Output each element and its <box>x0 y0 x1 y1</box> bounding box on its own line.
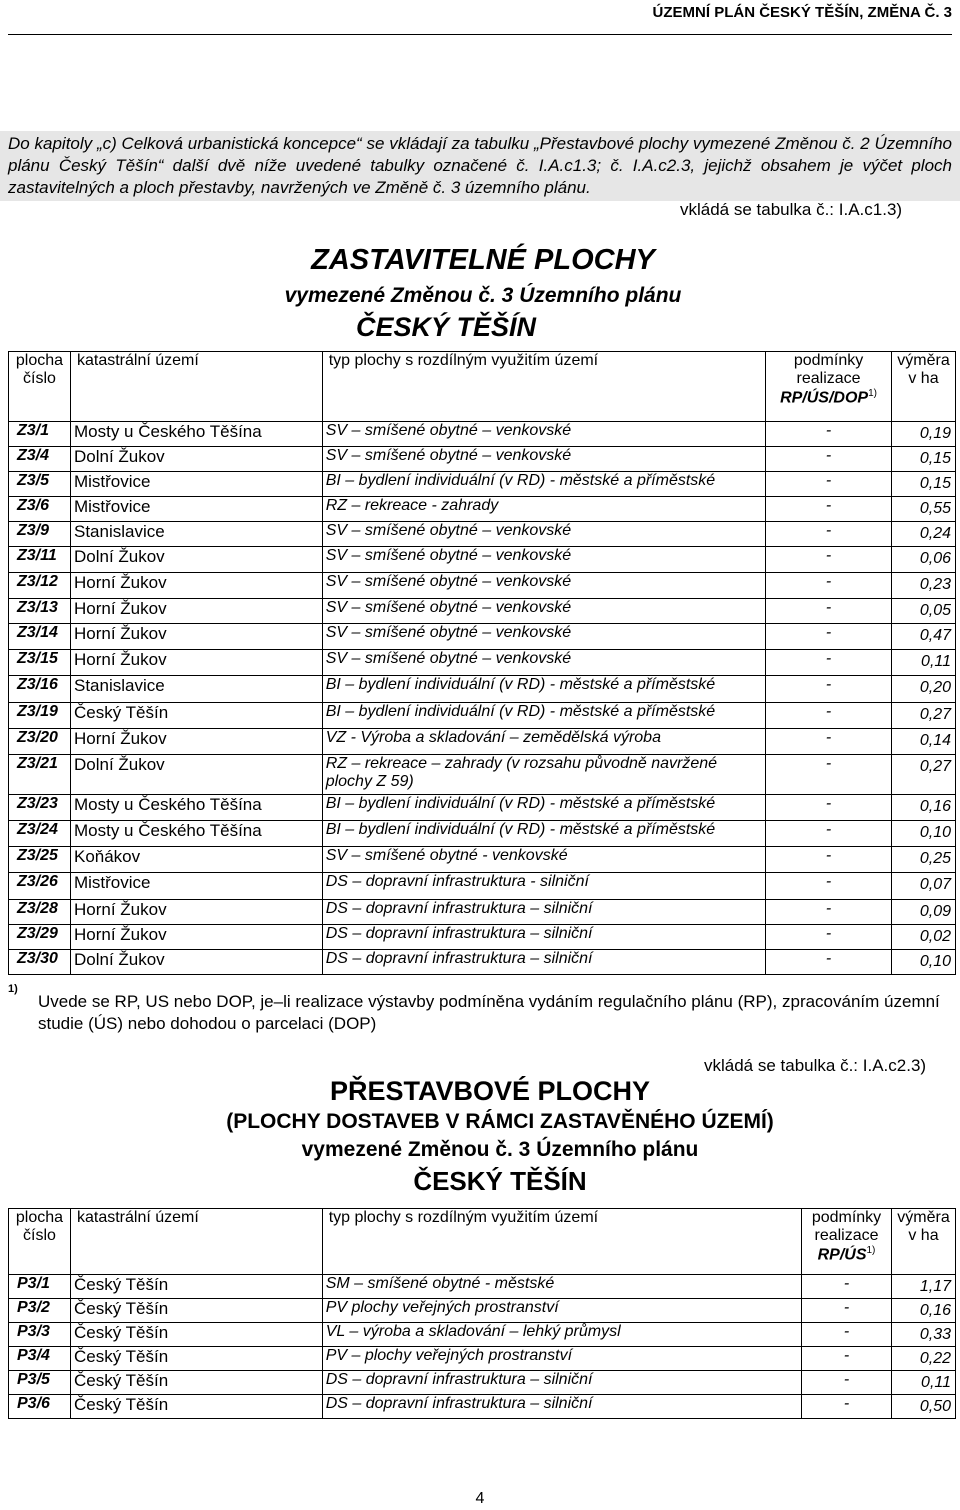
podminky-realizace: - <box>802 1323 892 1347</box>
katastralni-uzemi: Stanislavice <box>70 522 322 547</box>
plocha-code: P3/2 <box>9 1299 71 1323</box>
katastralni-uzemi: Český Těšín <box>70 1299 322 1323</box>
table-row <box>9 599 956 624</box>
podminky-realizace: - <box>766 729 892 755</box>
table-row <box>9 547 956 573</box>
table2-city: ČESKÝ TĚŠÍN <box>413 1166 587 1196</box>
typ-plochy: SV – smíšené obytné – venkovské <box>322 447 765 472</box>
vymera: 0,11 <box>891 1371 955 1395</box>
podminky-realizace: - <box>766 472 892 497</box>
footnote <box>8 978 958 1035</box>
footnote-text: Uvede se RP, US nebo DOP, je–li realizace výstavby podmíněna vydáním regulačního plánu (RP), zpracováním územní studie (ÚS) nebo dohodou o parcelaci (DOP) <box>38 991 940 1033</box>
katastralni-uzemi: Horní Žukov <box>70 900 322 925</box>
podminky-realizace: - <box>766 497 892 522</box>
typ-plochy: PV plochy veřejných prostranství <box>322 1299 801 1323</box>
table2-insert-note: vkládá se tabulka č.: I.A.c2.3) <box>704 1056 927 1075</box>
katastralni-uzemi: Český Těšín <box>70 1275 322 1299</box>
table-row <box>9 447 956 472</box>
typ-plochy: SV – smíšené obytné – venkovské <box>322 522 765 547</box>
table1-insert-note: vkládá se tabulka č.: I.A.c1.3) <box>680 200 903 219</box>
typ-plochy: PV – plochy veřejných prostranství <box>322 1347 801 1371</box>
intro-paragraph <box>0 131 960 201</box>
podminky-realizace: - <box>802 1347 892 1371</box>
katastralni-uzemi: Horní Žukov <box>70 573 322 599</box>
podminky-realizace: - <box>766 650 892 676</box>
podminky-realizace: - <box>766 795 892 821</box>
plocha-code: Z3/20 <box>9 729 71 755</box>
podminky-realizace: - <box>766 847 892 873</box>
plocha-code: Z3/26 <box>9 873 71 900</box>
podminky-realizace: - <box>766 873 892 900</box>
katastralni-uzemi: Český Těšín <box>70 1323 322 1347</box>
typ-plochy: DS – dopravní infrastruktura – silniční <box>322 950 765 975</box>
plocha-code: Z3/4 <box>9 447 71 472</box>
katastralni-uzemi: Dolní Žukov <box>70 755 322 795</box>
vymera: 0,14 <box>891 729 955 755</box>
podminky-realizace: - <box>766 925 892 950</box>
table-row <box>9 1371 956 1395</box>
vymera: 0,24 <box>891 522 955 547</box>
podminky-realizace: - <box>802 1275 892 1299</box>
katastralni-uzemi: Český Těšín <box>70 703 322 729</box>
header-typ: typ plochy s rozdílným využitím území <box>322 1209 801 1275</box>
plocha-code: Z3/19 <box>9 703 71 729</box>
table-row <box>9 1323 956 1347</box>
plocha-code: Z3/13 <box>9 599 71 624</box>
table-row <box>9 497 956 522</box>
plocha-code: Z3/11 <box>9 547 71 573</box>
katastralni-uzemi: Český Těšín <box>70 1371 322 1395</box>
katastralni-uzemi: Mistřovice <box>70 873 322 900</box>
podminky-realizace: - <box>766 624 892 650</box>
header-katastr: katastrální území <box>70 352 322 422</box>
table-row <box>9 422 956 447</box>
podminky-realizace: - <box>766 755 892 795</box>
vymera: 0,06 <box>891 547 955 573</box>
table-row <box>9 1347 956 1371</box>
header-vymera: výměra v ha <box>891 1209 955 1275</box>
vymera: 0,10 <box>891 950 955 975</box>
header-katastr: katastrální území <box>70 1209 322 1275</box>
vymera: 0,15 <box>891 447 955 472</box>
header-podminky: podmínky realizace RP/ÚS/DOP$^{1)}$ <box>766 352 892 422</box>
vymera: 0,16 <box>891 1299 955 1323</box>
vymera: 1,17 <box>891 1275 955 1299</box>
podminky-realizace: - <box>766 900 892 925</box>
katastralni-uzemi: Koňákov <box>70 847 322 873</box>
header-plocha: plocha číslo <box>9 1209 71 1275</box>
plocha-code: Z3/30 <box>9 950 71 975</box>
typ-plochy: BI – bydlení individuální (v RD) - městské a příměstské <box>322 676 765 703</box>
podminky-realizace: - <box>802 1371 892 1395</box>
table-row <box>9 900 956 925</box>
plocha-code: Z3/21 <box>9 755 71 795</box>
table2-subtitle: (PLOCHY DOSTAVEB V RÁMCI ZASTAVĚNÉHO ÚZEMÍ) <box>226 1110 774 1133</box>
footnote-mark: 1) <box>8 983 18 995</box>
plocha-code: P3/4 <box>9 1347 71 1371</box>
katastralni-uzemi: Mistřovice <box>70 472 322 497</box>
podminky-realizace: - <box>802 1299 892 1323</box>
katastralni-uzemi: Mosty u Českého Těšína <box>70 821 322 847</box>
plocha-code: Z3/5 <box>9 472 71 497</box>
plocha-code: Z3/23 <box>9 795 71 821</box>
table1-subtitle: vymezené Změnou č. 3 Územního plánu <box>284 284 682 307</box>
katastralni-uzemi: Český Těšín <box>70 1395 322 1419</box>
katastralni-uzemi: Český Těšín <box>70 1347 322 1371</box>
vymera: 0,47 <box>891 624 955 650</box>
header-podminky: podmínky realizace RP/ÚS$^{1)}$ <box>802 1209 892 1275</box>
typ-plochy: SV – smíšené obytné – venkovské <box>322 422 765 447</box>
typ-plochy: RZ – rekreace - zahrady <box>322 497 765 522</box>
plocha-code: Z3/15 <box>9 650 71 676</box>
katastralni-uzemi: Dolní Žukov <box>70 547 322 573</box>
table-row <box>9 676 956 703</box>
table-row <box>9 573 956 599</box>
vymera: 0,02 <box>891 925 955 950</box>
typ-plochy: SV – smíšené obytné – venkovské <box>322 650 765 676</box>
plocha-code: Z3/6 <box>9 497 71 522</box>
katastralni-uzemi: Horní Žukov <box>70 925 322 950</box>
podminky-realizace: - <box>766 422 892 447</box>
table-row <box>9 1299 956 1323</box>
vymera: 0,11 <box>891 650 955 676</box>
vymera: 0,16 <box>891 795 955 821</box>
table-header-row <box>9 1209 956 1275</box>
table-row <box>9 873 956 900</box>
plocha-code: Z3/16 <box>9 676 71 703</box>
vymera: 0,25 <box>891 847 955 873</box>
page-number: 4 <box>475 1490 485 1507</box>
header-vymera: výměra v ha <box>891 352 955 422</box>
typ-plochy: BI – bydlení individuální (v RD) - městské a příměstské <box>322 795 765 821</box>
plocha-code: Z3/9 <box>9 522 71 547</box>
plocha-code: Z3/24 <box>9 821 71 847</box>
katastralni-uzemi: Mistřovice <box>70 497 322 522</box>
vymera: 0,19 <box>891 422 955 447</box>
vymera: 0,09 <box>891 900 955 925</box>
table-row <box>9 821 956 847</box>
typ-plochy: SV – smíšené obytné – venkovské <box>322 599 765 624</box>
table-row <box>9 522 956 547</box>
table-row <box>9 925 956 950</box>
katastralni-uzemi: Stanislavice <box>70 676 322 703</box>
table-row <box>9 795 956 821</box>
table-row <box>9 729 956 755</box>
typ-plochy: BI – bydlení individuální (v RD) - městské a příměstské <box>322 703 765 729</box>
table-row <box>9 624 956 650</box>
katastralni-uzemi: Horní Žukov <box>70 729 322 755</box>
table2-subtitle2: vymezené Změnou č. 3 Územního plánu <box>301 1138 699 1161</box>
katastralni-uzemi: Dolní Žukov <box>70 447 322 472</box>
vymera: 0,23 <box>891 573 955 599</box>
plocha-code: Z3/14 <box>9 624 71 650</box>
header-plocha: plocha číslo <box>9 352 71 422</box>
zastavitelne-plochy-table <box>8 351 956 975</box>
table-row <box>9 650 956 676</box>
podminky-realizace: - <box>802 1395 892 1419</box>
table-row <box>9 755 956 795</box>
vymera: 0,50 <box>891 1395 955 1419</box>
typ-plochy: VL – výroba a skladování – lehký průmysl <box>322 1323 801 1347</box>
table-header-row <box>9 352 956 422</box>
table-row <box>9 1395 956 1419</box>
plocha-code: Z3/1 <box>9 422 71 447</box>
podminky-realizace: - <box>766 447 892 472</box>
vymera: 0,27 <box>891 755 955 795</box>
table1-city: ČESKÝ TĚŠÍN <box>355 312 537 342</box>
vymera: 0,55 <box>891 497 955 522</box>
plocha-code: P3/5 <box>9 1371 71 1395</box>
vymera: 0,33 <box>891 1323 955 1347</box>
podminky-realizace: - <box>766 522 892 547</box>
typ-plochy: BI – bydlení individuální (v RD) - městské a příměstské <box>322 821 765 847</box>
vymera: 0,07 <box>891 873 955 900</box>
plocha-code: Z3/29 <box>9 925 71 950</box>
vymera: 0,10 <box>891 821 955 847</box>
plocha-code: P3/1 <box>9 1275 71 1299</box>
typ-plochy: DS – dopravní infrastruktura – silniční <box>322 1395 801 1419</box>
katastralni-uzemi: Horní Žukov <box>70 624 322 650</box>
vymera: 0,22 <box>891 1347 955 1371</box>
typ-plochy: BI – bydlení individuální (v RD) - městské a příměstské <box>322 472 765 497</box>
typ-plochy: SV – smíšené obytné - venkovské <box>322 847 765 873</box>
katastralni-uzemi: Dolní Žukov <box>70 950 322 975</box>
podminky-realizace: - <box>766 676 892 703</box>
table-row <box>9 472 956 497</box>
table-row <box>9 950 956 975</box>
typ-plochy: SM – smíšené obytné - městské <box>322 1275 801 1299</box>
table1-title: ZASTAVITELNÉ PLOCHY <box>311 244 655 276</box>
table-row <box>9 847 956 873</box>
plocha-code: Z3/25 <box>9 847 71 873</box>
typ-plochy: SV – smíšené obytné – venkovské <box>322 624 765 650</box>
podminky-realizace: - <box>766 599 892 624</box>
katastralni-uzemi: Horní Žukov <box>70 599 322 624</box>
typ-plochy: DS – dopravní infrastruktura – silniční <box>322 925 765 950</box>
plocha-code: Z3/12 <box>9 573 71 599</box>
katastralni-uzemi: Horní Žukov <box>70 650 322 676</box>
typ-plochy: RZ – rekreace – zahrady (v rozsahu původně navržené plochy Z 59) <box>322 755 765 795</box>
podminky-realizace: - <box>766 703 892 729</box>
typ-plochy: SV – smíšené obytné – venkovské <box>322 573 765 599</box>
vymera: 0,20 <box>891 676 955 703</box>
typ-plochy: SV – smíšené obytné – venkovské <box>322 547 765 573</box>
vymera: 0,27 <box>891 703 955 729</box>
podminky-realizace: - <box>766 950 892 975</box>
katastralni-uzemi: Mosty u Českého Těšína <box>70 795 322 821</box>
podminky-realizace: - <box>766 821 892 847</box>
vymera: 0,05 <box>891 599 955 624</box>
plocha-code: P3/6 <box>9 1395 71 1419</box>
typ-plochy: DS – dopravní infrastruktura - silniční <box>322 873 765 900</box>
table2-title: PŘESTAVBOVÉ PLOCHY <box>329 1076 651 1106</box>
document-title: ÚZEMNÍ PLÁN ČESKÝ TĚŠÍN, ZMĚNA Č. 3 <box>652 4 952 21</box>
table-row <box>9 703 956 729</box>
intro-text: Do kapitoly „c) Celková urbanistická koncepce“ se vkládají za tabulku „Přestavbové plochy vymezené Změnou č. 2 Územního plánu Český Těšín“ další dvě níže uvedené tabulky označené č. I.A.c1.3; č. I.A.c2.3, jejichž obsahem je výčet ploch zastavitelných a ploch přestavby, navržených ve Změně č. 3 územního plánu. <box>8 134 952 197</box>
typ-plochy: VZ - Výroba a skladování – zemědělská výroba <box>322 729 765 755</box>
podminky-realizace: - <box>766 573 892 599</box>
typ-plochy: DS – dopravní infrastruktura – silniční <box>322 1371 801 1395</box>
plocha-code: P3/3 <box>9 1323 71 1347</box>
katastralni-uzemi: Mosty u Českého Těšína <box>70 422 322 447</box>
typ-plochy: DS – dopravní infrastruktura – silniční <box>322 900 765 925</box>
vymera: 0,15 <box>891 472 955 497</box>
prestavbove-plochy-table <box>8 1208 956 1419</box>
table-row <box>9 1275 956 1299</box>
plocha-code: Z3/28 <box>9 900 71 925</box>
header-divider <box>8 34 952 35</box>
podminky-realizace: - <box>766 547 892 573</box>
header-typ: typ plochy s rozdílným využitím území <box>322 352 765 422</box>
